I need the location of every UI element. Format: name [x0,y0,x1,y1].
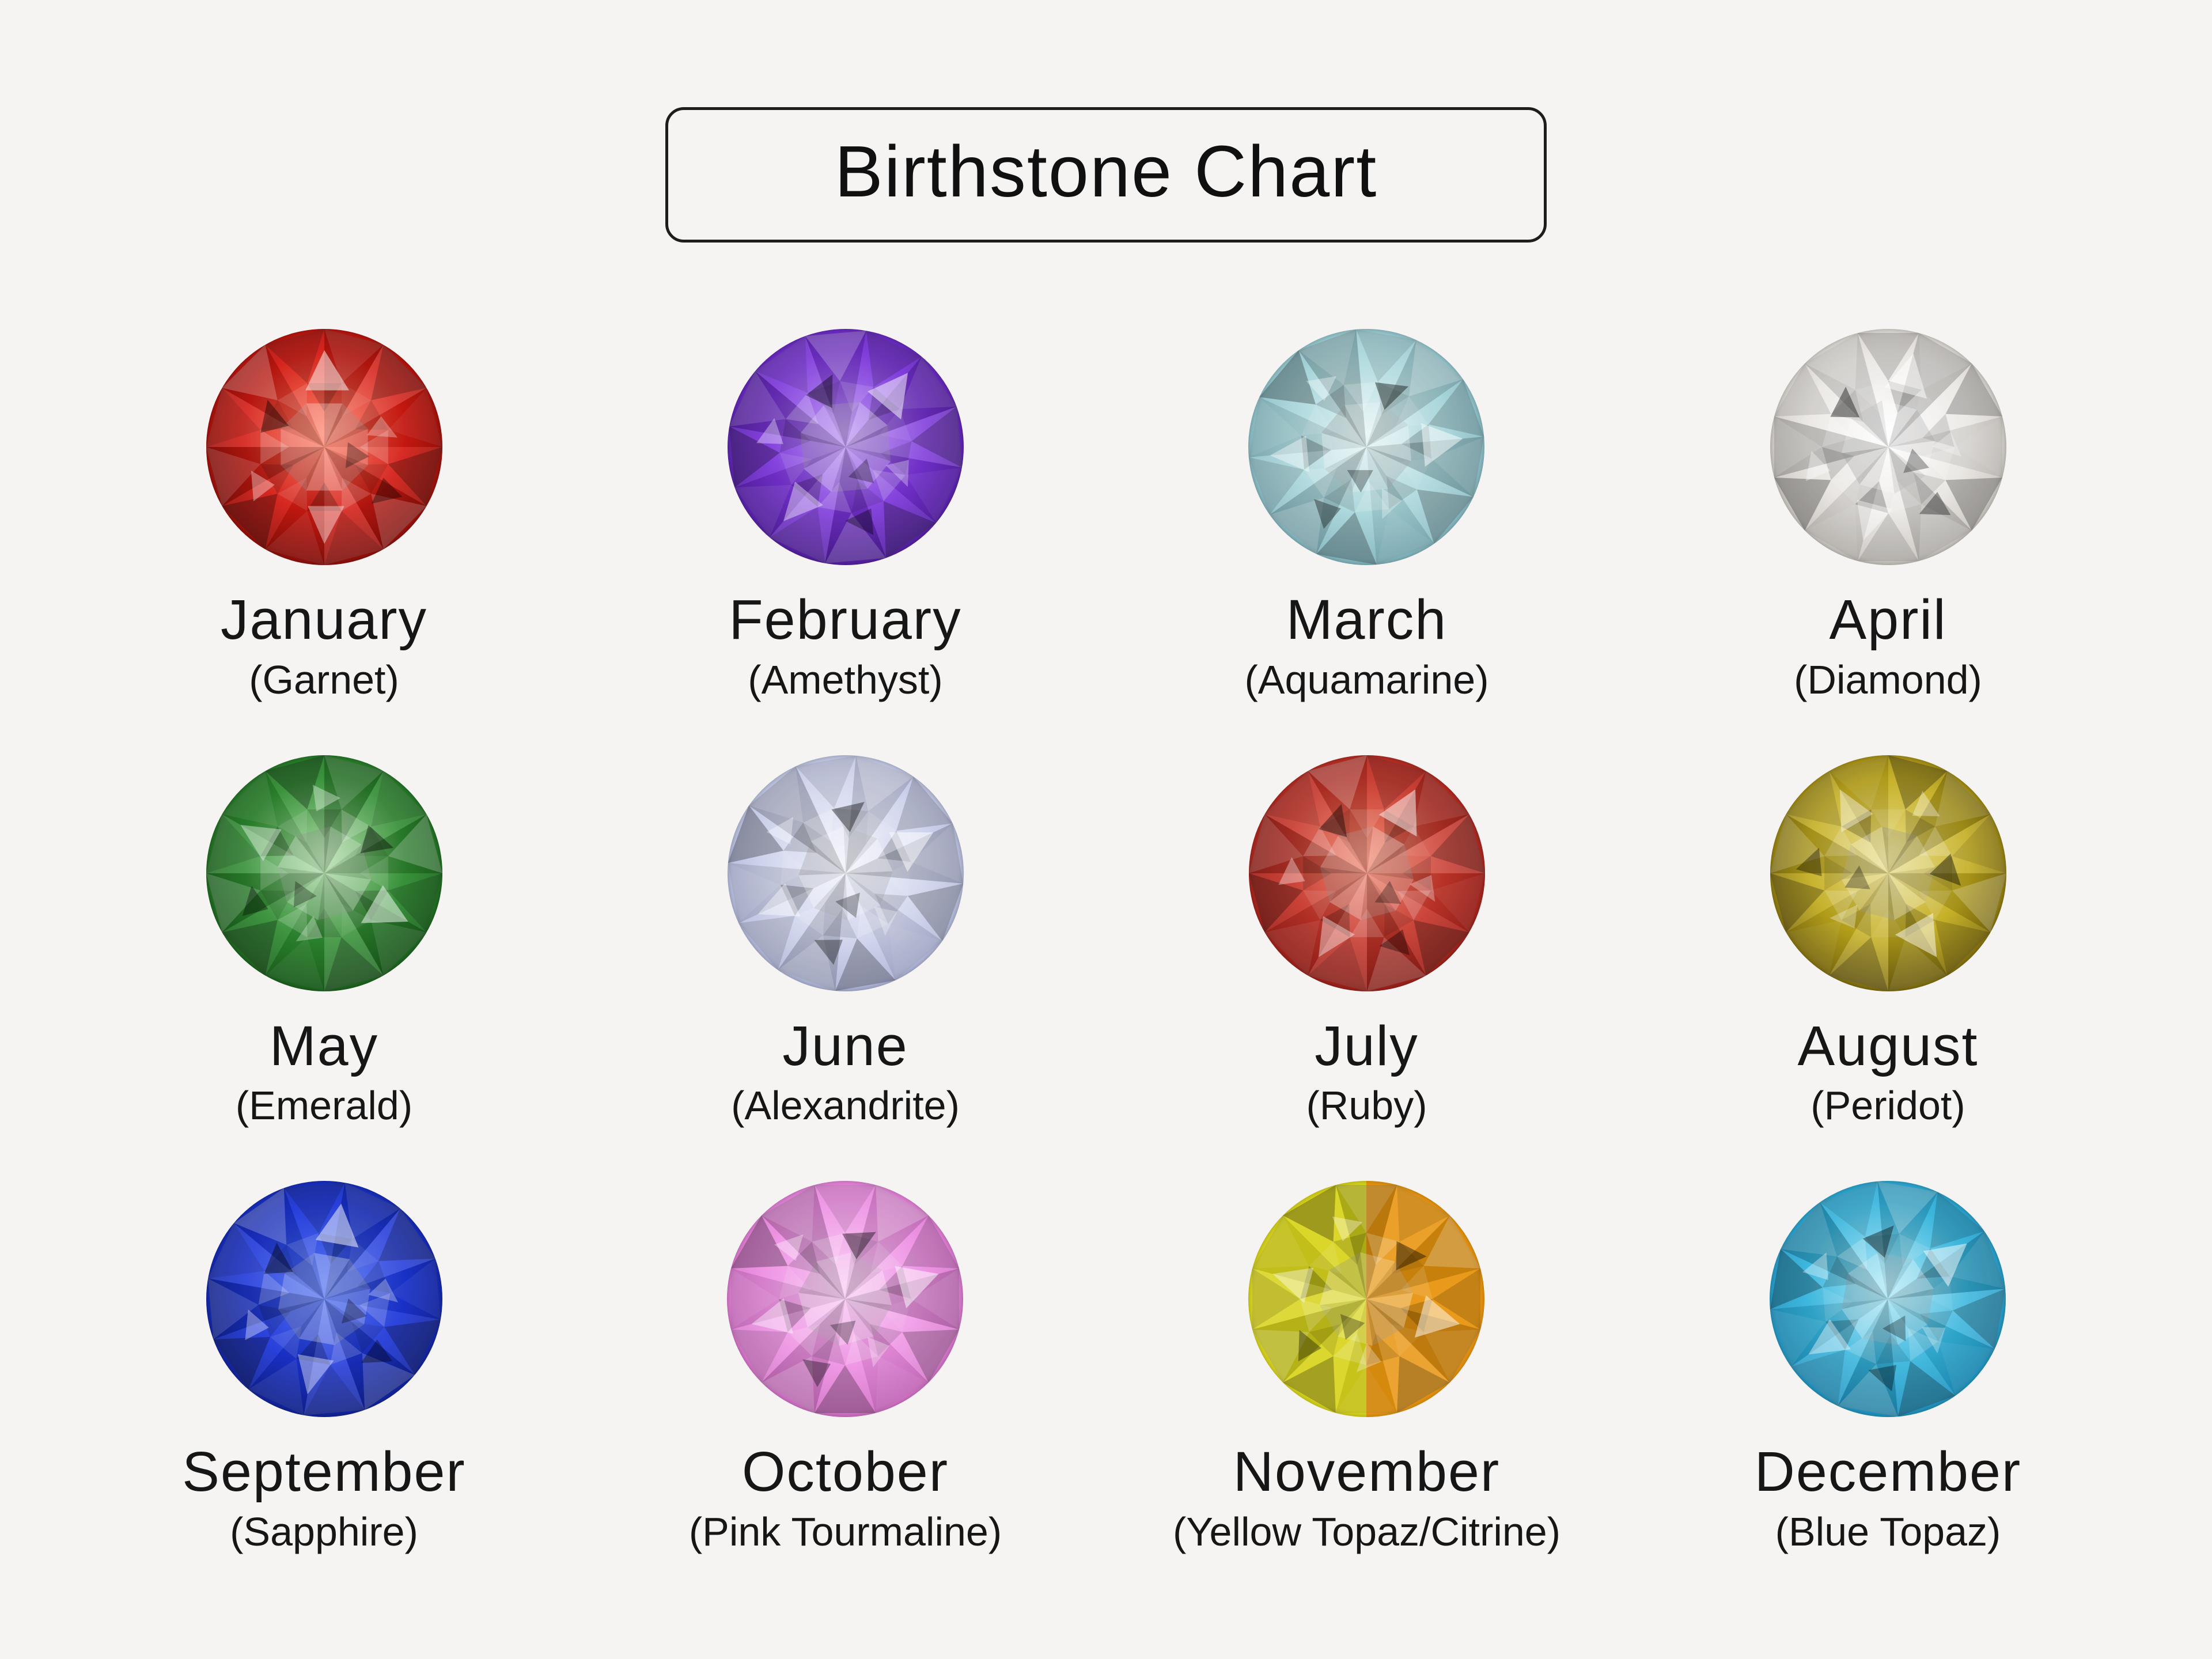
emerald-gem-image [206,755,442,991]
gem-facets-overlay [206,329,442,565]
page-title: Birthstone Chart [834,131,1378,212]
month-label: June [782,1014,908,1077]
gem-facets-overlay [1248,1181,1484,1417]
stone-label: (Blue Topaz) [1775,1509,2001,1555]
month-label: May [269,1014,379,1077]
alexandrite-gem-image [728,755,964,991]
month-label: April [1829,588,1947,651]
month-label: October [741,1440,949,1503]
gem-cell-november [1173,1181,1560,1554]
gem-cell-february [728,329,964,702]
gem-facets-overlay [727,1181,963,1417]
stone-label: (Alexandrite) [731,1083,960,1128]
garnet-gem-image [206,329,442,565]
gem-facets-overlay [1770,329,2006,565]
gem-facets-overlay [1770,1181,2006,1417]
gem-cell-april [1770,329,2006,702]
gem-facets-overlay [1248,329,1484,565]
gem-cell-october [689,1181,1002,1554]
stone-label: (Garnet) [249,657,399,702]
gem-cell-may [206,755,442,1128]
month-label: March [1286,588,1448,651]
gem-cell-march [1244,329,1488,702]
gem-facets-overlay [728,329,964,565]
gem-facets-overlay [206,755,442,991]
diamond-gem-image [1770,329,2006,565]
gem-cell-august [1770,755,2006,1128]
blue-topaz-gem-image [1770,1181,2006,1417]
ruby-gem-image [1249,755,1485,991]
month-label: August [1797,1014,1979,1077]
amethyst-gem-image [728,329,964,565]
stone-label: (Sapphire) [230,1509,418,1555]
stone-label: (Pink Tourmaline) [688,1509,1002,1555]
pink-tourmaline-gem-image [727,1181,963,1417]
stone-label: (Amethyst) [748,657,943,702]
gem-facets-overlay [1249,755,1485,991]
gem-grid [63,329,2149,1554]
stone-label: (Aquamarine) [1244,657,1489,702]
month-label: February [729,588,962,651]
gem-facets-overlay [728,755,964,991]
stone-label: (Yellow Topaz/Citrine) [1172,1509,1561,1555]
month-label: December [1754,1440,2022,1503]
sapphire-gem-image [206,1181,442,1417]
stone-label: (Emerald) [235,1083,413,1128]
gem-cell-july [1249,755,1485,1128]
title-box [665,107,1547,243]
gem-cell-december [1755,1181,2021,1554]
stone-label: (Peridot) [1810,1083,1965,1128]
stone-label: (Diamond) [1794,657,1982,702]
gem-cell-june [728,755,964,1128]
gem-cell-january [206,329,442,702]
gem-facets-overlay [206,1181,442,1417]
aquamarine-gem-image [1248,329,1484,565]
month-label: January [220,588,428,651]
stone-label: (Ruby) [1306,1083,1427,1128]
peridot-gem-image [1770,755,2006,991]
gem-facets-overlay [1770,755,2006,991]
month-label: November [1233,1440,1501,1503]
gem-cell-september [182,1181,466,1554]
month-label: September [182,1440,466,1503]
yellow-topaz-citrine-gem-image [1248,1181,1484,1417]
month-label: July [1315,1014,1419,1077]
